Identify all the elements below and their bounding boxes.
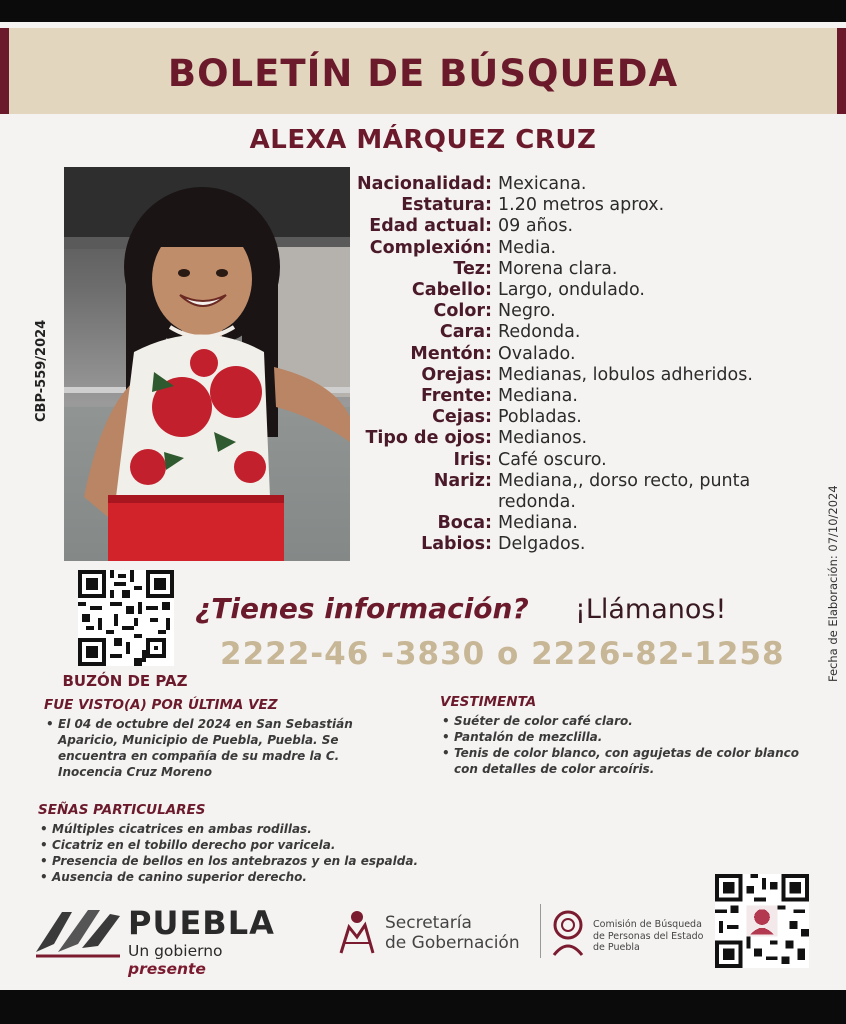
detail-label: Edad actual: [369, 216, 492, 237]
last-seen-list [44, 716, 394, 780]
detail-value: Pobladas. [498, 407, 582, 428]
detail-value: Morena clara. [498, 258, 618, 279]
list-item: • Ausencia de canino superior derecho. [38, 869, 478, 885]
qr-code-icon [78, 570, 174, 666]
detail-row [350, 534, 820, 555]
detail-value: Medianos. [498, 428, 588, 449]
detail-row [350, 344, 820, 365]
list-item: • Múltiples cicatrices en ambas rodillas. [38, 821, 478, 837]
list-item: • Cicatriz en el tobillo derecho por varicela. [38, 837, 478, 853]
puebla-tagline-b: presente [128, 960, 206, 978]
detail-row [350, 259, 820, 280]
secretaria-gobernacion-logo [335, 907, 535, 967]
bulletin-title: BOLETÍN DE BÚSQUEDA [167, 52, 679, 95]
last-seen-title: FUE VISTO(A) POR ÚLTIMA VEZ [44, 697, 278, 713]
detail-value: Largo, ondulado. [498, 280, 645, 301]
detail-value: 1.20 metros aprox. [498, 195, 665, 216]
buzon-de-paz-label: BUZÓN DE PAZ [62, 672, 188, 690]
detail-label: Tipo de ojos: [365, 428, 492, 449]
detail-label: Estatura: [401, 195, 492, 216]
puebla-tagline-a: Un gobierno [128, 942, 223, 960]
person-name: ALEXA MÁRQUEZ CRUZ [249, 125, 597, 155]
detail-row [350, 174, 820, 195]
detail-label: Labios: [421, 534, 492, 555]
detail-row [350, 428, 820, 449]
detail-value: Redonda. [498, 322, 581, 343]
detail-label: Iris: [453, 449, 492, 470]
comision-emblem-icon [548, 907, 588, 957]
detail-value: Negro. [498, 301, 556, 322]
detail-row [350, 365, 820, 386]
detail-value: Café oscuro. [498, 449, 607, 470]
cta-call: ¡Llámanos! [575, 594, 727, 625]
detail-label: Frente: [420, 386, 492, 407]
detail-label: Tez: [453, 258, 492, 279]
detail-row [350, 407, 820, 428]
detail-value: Mediana. [498, 386, 578, 407]
detail-label: Cejas: [432, 407, 492, 428]
list-item: • Presencia de bellos en los antebrazos y en la espalda. [38, 853, 478, 869]
list-item: • Tenis de color blanco, con agujetas de color blanco con detalles de color arcoíris. [440, 745, 800, 777]
marks-list [38, 821, 478, 885]
last-seen-section [44, 697, 394, 780]
detail-row [350, 238, 820, 259]
detail-label: Orejas: [421, 364, 492, 385]
secretaria-emblem-icon [335, 907, 379, 957]
detail-row [350, 471, 820, 513]
buzon-qr-code[interactable] [78, 570, 174, 666]
comision-qr-code[interactable] [715, 874, 809, 968]
detail-label: Mentón: [410, 343, 492, 364]
detail-row [350, 301, 820, 322]
detail-label: Nacionalidad: [357, 174, 492, 194]
detail-label: Complexión: [369, 237, 492, 258]
search-bulletin [0, 22, 846, 990]
secretaria-line-2: de Gobernación [385, 933, 520, 953]
detail-value: Medianas, lobulos adheridos. [498, 364, 753, 385]
secretaria-text [385, 913, 520, 953]
case-id: CBP-559/2024 [34, 319, 49, 422]
puebla-logo [32, 904, 302, 978]
detail-value: Mediana. [498, 513, 578, 534]
comision-line-1: Comisión de Búsqueda [593, 919, 702, 930]
detail-value: 09 años. [498, 216, 574, 237]
detail-row [350, 513, 820, 534]
detail-row [350, 216, 820, 237]
comision-busqueda-logo [548, 907, 718, 967]
puebla-wordmark: PUEBLA [128, 904, 275, 942]
comision-text [593, 919, 703, 954]
physical-details [350, 174, 820, 556]
detail-row [350, 322, 820, 343]
marks-title: SEÑAS PARTICULARES [38, 802, 206, 818]
detail-label: Cabello: [411, 280, 492, 301]
detail-row [350, 450, 820, 471]
detail-value: Ovalado. [498, 343, 576, 364]
footer-divider [540, 904, 541, 958]
detail-row [350, 280, 820, 301]
secretaria-line-1: Secretaría [385, 913, 472, 933]
list-item: • Suéter de color café claro. [440, 713, 800, 729]
missing-person-photo [64, 167, 350, 561]
detail-label: Color: [433, 301, 492, 322]
detail-label: Cara: [439, 322, 492, 343]
detail-value: Mediana,, dorso recto, punta redonda. [498, 470, 751, 513]
puebla-tagline [128, 942, 302, 978]
list-item: • El 04 de octubre del 2024 en San Sebastián Aparicio, Municipio de Puebla, Puebla. Se encuentra en compañía de su madre la C. Inocencia Cruz Moreno [44, 716, 394, 780]
detail-value: Mexicana. [498, 174, 587, 194]
comision-line-3: de Puebla [593, 942, 640, 953]
detail-label: Nariz: [433, 470, 492, 491]
comision-line-2: de Personas del Estado [593, 930, 704, 942]
detail-row [350, 195, 820, 216]
bottom-black-bar [0, 990, 846, 1024]
list-item: • Pantalón de mezclilla. [440, 729, 800, 745]
qr-code-icon [715, 874, 809, 968]
clothing-title: VESTIMENTA [440, 694, 537, 710]
detail-value: Delgados. [498, 534, 586, 555]
photo-illustration [64, 167, 350, 561]
detail-label: Boca: [437, 513, 492, 534]
phone-numbers[interactable]: 2222-46 -3830 o 2226-82-1258 [220, 636, 785, 672]
detail-row [350, 386, 820, 407]
detail-value: Media. [498, 237, 557, 258]
elaboration-date: Fecha de Elaboración: 07/10/2024 [826, 485, 840, 682]
clothing-section [440, 694, 800, 777]
distinguishing-marks-section [38, 802, 478, 885]
header-banner [0, 28, 846, 114]
puebla-emblem-icon [32, 904, 124, 964]
clothing-list [440, 713, 800, 777]
cta-question: ¿Tienes información? [195, 592, 529, 625]
